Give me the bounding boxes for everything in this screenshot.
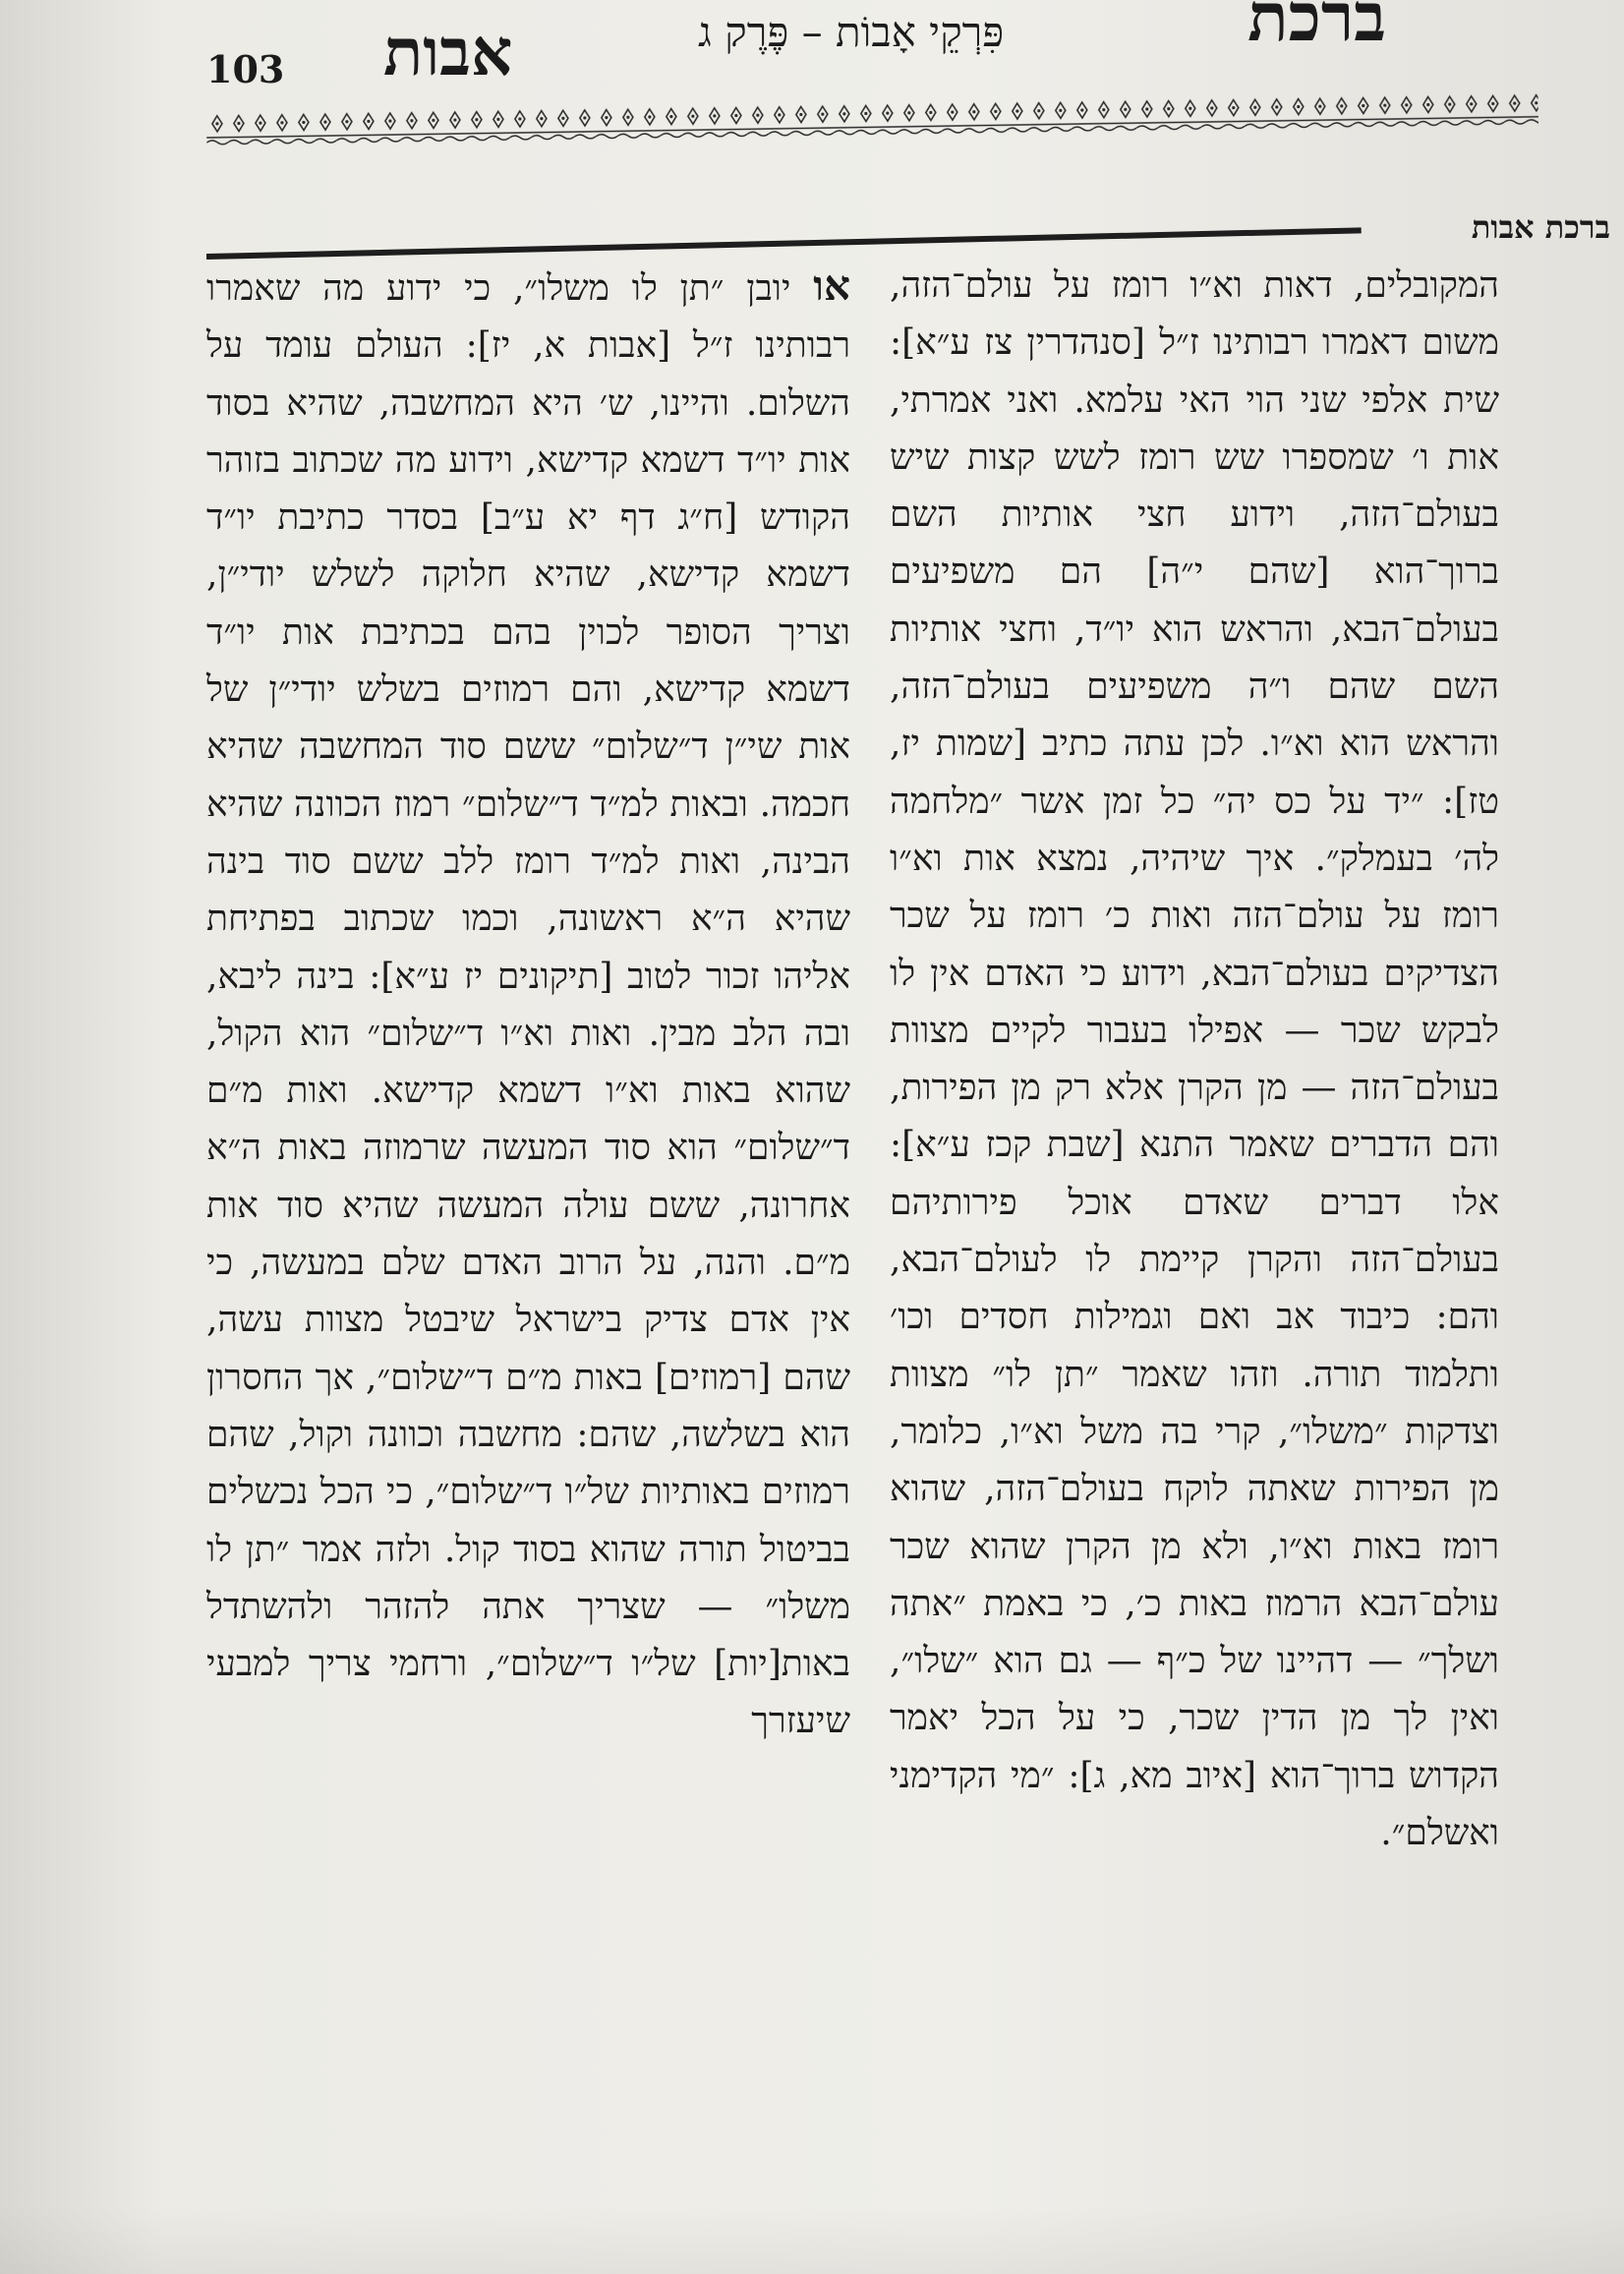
running-header	[206, 0, 1386, 108]
page-number: 103	[206, 47, 285, 91]
book-title: ברכת	[1247, 0, 1386, 57]
paragraph	[206, 258, 850, 1751]
paragraph-text: יובן ״תן לו משלו״, כי ידוע מה שאמרו רבותינו ז״ל [אבות א, יז]: העולם עומד על השלום. והיינו, ש׳ היא המחשבה, שהיא בסוד אות יו״ד דשמא קדישא, וידוע מה שכתוב בזוהר הקודש [ח״ג דף יא ע״ב] בסדר כתיבת יו״ד דשמא קדישא, שהיא חלוקה לשלש יודי״ן, וצריך הסופר לכוין בהם בכתיבת אות יו״ד דשמא קדישא, והם רמוזים בשלש יודי״ן של אות שי״ן ד״שלום״ ששם סוד המחשבה שהיא חכמה. ובאות למ״ד ד״שלום״ רמוז הכוונה שהיא הבינה, ואות למ״ד רומז ללב ששם סוד בינה שהיא ה״א ראשונה, וכמו שכתוב בפתיחת אליהו זכור לטוב [תיקונים יז ע״א]: בינה ליבא, ובה הלב מבין. ואות וא״ו ד״שלום״ הוא הקול, שהוא באות וא״ו דשמא קדישא. ואות מ״ם ד״שלום״ הוא סוד המעשה שרמוזה באות ה״א אחרונה, ששם עולה המעשה שהיא סוד אות מ״ם. והנה, על הרוב האדם שלם במעשה, כי אין אדם צדיק בישראל שיבטל מצוות עשה, שהם [רמוזים] באות מ״ם ד״שלום״, אך החסרון הוא בשלשה, שהם: מחשבה וכוונה וקול, שהם רמוזים באותיות של״ו ד״שלום״, כי הכל נכשלים בביטול תורה שהוא בסוד קול. ולזה אמר ״תן לו משלו״ — שצריך אתה להזהר ולהשתדל באות[יות] של״ו ד״שלום״, ורחמי צריך למבעי שיעזרך	[206, 268, 850, 1742]
commentary-label: ברכת אבות	[1471, 208, 1610, 246]
paragraph-text: המקובלים, דאות וא״ו רומז על עולם־הזה, משום דאמרו רבותינו ז״ל [סנהדרין צז ע״א]: שית אלפי שני הוי האי עלמא. ואני אמרתי, אות ו׳ שמספרו שש רומז לשש קצות שיש בעולם־הזה, וידוע חצי אותיות השם ברוך־הוא [שהם י״ה] הם משפיעים בעולם־הבא, והראש הוא יו״ד, וחצי אותיות השם שהם ו״ה משפיעים בעולם־הזה, והראש הוא וא״ו. לכן עתה כתיב [שמות יז, טז]: ״יד על כס יה״ כל זמן אשר ״מלחמה לה׳ בעמלק״. איך שיהיה, נמצא אות וא״ו רומז על עולם־הזה ואות כ׳ רומז על שכר הצדיקים בעולם־הבא, וידוע כי האדם אין לו לבקש שכר — אפילו בעבור לקיים מצוות בעולם־הזה — מן הקרן אלא רק מן הפירות, והם הדברים שאמר התנא [שבת קכז ע״א]: אלו דברים שאדם אוכל פירותיהם בעולם־הזה והקרן קיימת לו לעולם־הבא, והם: כיבוד אב ואם וגמילות חסדים וכו׳ ותלמוד תורה. וזהו שאמר ״תן לו״ מצוות וצדקות ״משלו״, קרי בה משל וא״ו, כלומר, מן הפירות שאתה לוקח בעולם־הזה, שהוא רומז באות וא״ו, ולא מן הקרן שהוא שכר עולם־הבא הרמוז באות כ׳, כי באמת ״אתה ושלך״ — דהיינו של כ״ף — גם הוא ״שלו״, ואין לך מן הדין שכר, כי על הכל יאמר הקדוש ברוך־הוא [איוב מא, ג]: ״מי הקדימני ואשלם״.	[890, 265, 1499, 1854]
page-shadow	[0, 2205, 1624, 2274]
chapter-title: פִּרְקֵי אָבוֹת – פֶּרֶק ג	[698, 8, 1005, 56]
lead-word: או	[813, 262, 850, 310]
title-rule	[206, 227, 1362, 260]
text-column-left	[206, 258, 850, 1751]
paragraph	[890, 258, 1499, 1862]
text-column-right	[890, 258, 1499, 1862]
section-name: אבות	[383, 14, 513, 90]
